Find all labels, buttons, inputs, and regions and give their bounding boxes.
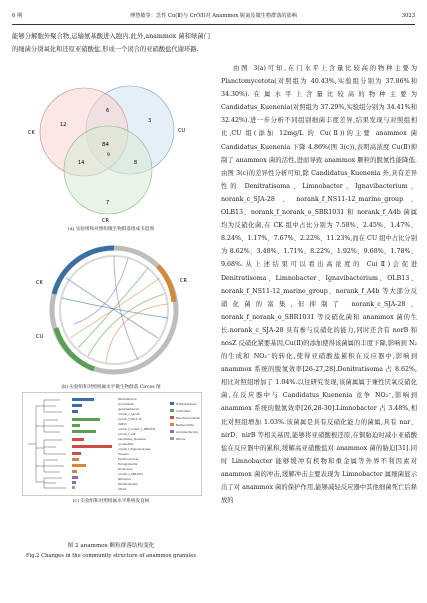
tree-abundance-bars <box>72 398 112 489</box>
venn-label-cr: CR <box>102 218 109 224</box>
venn-count-cu-only: 3 <box>148 118 152 124</box>
tree-legend-item: Chloroflexi <box>176 409 191 413</box>
circos-plot <box>18 238 206 382</box>
venn-label-cu: CU <box>178 128 186 134</box>
tree-legend-item: Acidobacteriota <box>176 430 198 434</box>
venn-count-ck-cr: 14 <box>78 160 85 166</box>
circos-caption: (b) 实验组和对照组属水平微生物群落 Circos 图 <box>61 385 161 390</box>
tree-branches <box>28 400 66 488</box>
tree-caption: (c) 实验组和对照组属水平系统发育树 <box>72 499 150 504</box>
running-title: 傅慧敏等：急性 Cu(Ⅱ)与 Cr(Ⅵ)对 Anammox 脱氮及微生物群落的影响 <box>129 13 297 19</box>
tree-leaf: Candidatus_Kuenenia <box>118 438 146 441</box>
circos-label-ck: CK <box>36 280 43 286</box>
venn-label-ck: CK <box>28 130 35 136</box>
tree-leaf: norank_f_A4b <box>118 433 136 436</box>
tree-leaf: Ferruginibacter <box>118 463 138 466</box>
tree-leaf: norank_f_Saprospiraceae <box>118 448 151 451</box>
tree-leaf: unclassified <box>118 443 134 446</box>
venn-count-ck-only: 12 <box>60 122 67 128</box>
tree-leaf: Rhodanobacter <box>118 483 138 486</box>
venn-diagram <box>22 76 200 226</box>
tree-legend-item: Planctomycetota <box>176 416 200 420</box>
tree-legend <box>170 402 200 441</box>
right-column <box>221 62 417 507</box>
venn-count-center-small: 9 <box>107 153 110 158</box>
page-header <box>12 10 415 22</box>
intro-paragraph: 能够分解胞外聚合物,运输氨基酸进入胞内.此外,anammox 菌和绿菌门的细菌分别氧化和还原亚硝酸盐,形成一个闭合的亚硝酸盐代谢环路. <box>12 33 210 54</box>
body-paragraph: 由图 3(a)可知,在门水平上含量比较高的物种主要为 Planctomycetota(对照组为 40.43%,实验组分别为 37.86%和 34.30%).在属水平上含量比较高的物种主要为 Candidatus_Kuenenia(对照组为 37.29%,实验组分别为 34.41%和 32.42%).进一步分析不同组别细菌丰度差异,结果发现与对照组相比,CU 组(添加 12mg/L 的 Cu(Ⅱ))的主要 anammox 菌 Candidatus_Kuenenia 下降 4.86%(图 3(c)),表明高浓度 Cu(Ⅱ)抑制了 anammox 菌的活性,进而导致 anammox 颗粒的脱氮性能降低.由图 3(c)的差异性分析可知,除 Candidatus_Kuenenia 外,具有差异性的 Denitratisoma、Limnobacter、Ignavibacterium、norank_c_SJA-28、norank_f_NS11-12_marine_group、OLB13、norank_f_norank_o_SBR1031 和 norank_f_A4b 菌属均为反硝化菌,在 CK 组中占比分别为 7.58%、2.45%、1.47%、8.24%、1.17%、7.67%、2.22%、11.23%,而在 CU 组中占比分别为 8.62%、3.48%、1.71%、8.22%、1.92%、9.68%、1.78%、9.68%.从上述结果可以看出高浓度的 Cu(Ⅱ)会促进 Denitratisoma、Limnobacter、Ignavibacterium、OLB13、norank_f_NS11-12_marine_group、norank_f_A4b 等大部分反硝化菌的富集,但抑制了 norank_c_SJA-28、norank_f_norank_o_SBR1031 等反硝化菌和 anammox 菌的生长.norank_c_SJA-28 具有参与反硝化的能力,同时还含有 norB 和 nosZ 反硝化紧要基因,Cu(Ⅱ)的添加使得该菌属的丰度下降,影响到 N₂ 的生成和 NO₃⁻的转化,使得亚硝酸盐累积在反应器中,影响到 anammox 系统的脱氮效率[26-27,28].Denitratisoma 占 8.62%,相比对照组增加了 1.04%.以往研究发现,该菌属属于兼性厌氧反硝化菌,在反应器中与 Candidatus_Kuenenia 竞争 NO₂⁻,影响到 anammox 系统的脱氮效率[26,28-30].Limnobacter 占 3.48%,相比对照组增加 1.03%.该菌属是具有反硝化能力的菌属,具有 nar、nirD、nirB 等相关基因,能够将亚硝酸根还原,在铜胁迫时减小亚硝酸盐在反应器中的累积,缓解高亚硝酸盐对 anammox 菌的胁迫[31].同时 Limnobacter 能够缓冲有机物和重金属等外界不利因素对 anammox 菌的冲击,缓解冲击主要表现为 Limnobacter 属细菌显示出了对 anammox 菌的保护作用,能够减轻反应器中其他细菌死亡后释放的 <box>221 65 417 505</box>
left-column <box>12 30 210 56</box>
tree-leaf: Thauera <box>118 453 129 456</box>
tree-leaf: Limnobacter <box>118 403 135 406</box>
tree-legend-item: Others <box>176 437 186 441</box>
venn-caption: (a) 实验组和对照组微生物群落组成韦恩图 <box>68 227 154 232</box>
phylo-tree <box>22 392 202 496</box>
venn-count-cu-cr: 8 <box>134 160 138 166</box>
tree-leaf: Terrimonas <box>118 468 133 471</box>
circos-label-cu: CU <box>36 334 44 340</box>
tree-frame <box>23 393 202 496</box>
figure-title-cn: 图 2 anammox 颗粒群落结构变化 <box>67 543 155 549</box>
tree-leaf: norank_c_SJA-28 <box>118 413 140 416</box>
tree-leaf: Ignavibacterium <box>118 408 140 411</box>
tree-legend-item: Bacteroidota <box>176 423 194 427</box>
circos-label-cr: CR <box>180 278 187 284</box>
venn-count-cu-ck: 6 <box>106 108 110 114</box>
header-rule <box>12 24 415 25</box>
venn-count-all: 84 <box>102 142 109 148</box>
tree-leaf-labels <box>118 397 156 491</box>
tree-leaf: OLB13 <box>118 423 127 426</box>
tree-leaf: Dechloromonas <box>118 458 139 461</box>
page-number: 6 期 <box>12 13 23 19</box>
figure-title-en: Fig.2 Changes in the community structure of anammox granules <box>25 553 197 559</box>
tree-leaf: Nitrospira <box>118 478 131 481</box>
tree-leaf: norank_f_norank_o_SBR1031 <box>118 428 156 431</box>
page-number-right: 3023 <box>401 13 415 19</box>
circos-segment-ck <box>54 248 114 294</box>
tree-leaf: norank_o_SBR1031 <box>118 473 144 476</box>
tree-leaf: others <box>118 488 127 491</box>
venn-count-cr-only: 7 <box>106 200 110 206</box>
tree-leaf: Denitratisoma <box>118 398 137 401</box>
tree-legend-item: Proteobacteria <box>176 402 197 406</box>
tree-leaf: norank_f_NS11-12 <box>118 418 142 421</box>
